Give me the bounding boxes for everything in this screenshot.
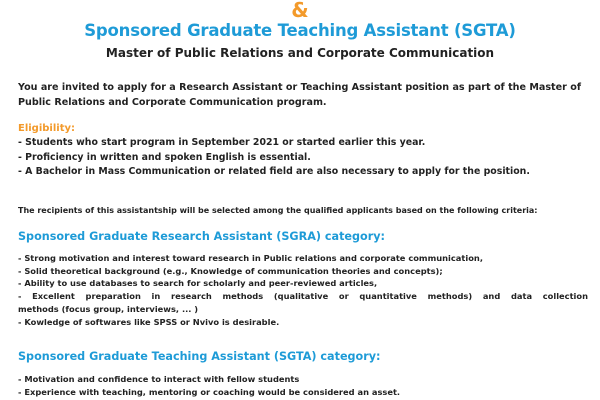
list-item: - A Bachelor in Mass Communication or related field are also necessary to apply for the position. [18,166,530,177]
eligibility-heading: Eligibility: [18,123,76,134]
list-item: - Strong motivation and interest toward research in Public relations and corporate communication, [18,253,483,263]
list-item: methods (focus group, interviews, ... ) [18,303,199,314]
program-title: Master of Public Relations and Corporate Communication [105,46,495,60]
list-item: - Excellent preparation in research methods (qualitative or quantitative methods) and data collection [18,291,588,302]
intro-paragraph: You are invited to apply for a Research Assistant or Teaching Assistant position as part of the Master of Public Relations and Corporate Communication program. [18,82,581,108]
criteria-paragraph: The recipients of this assistantship will be selected among the qualified applicants based on the following criteria: [18,206,538,215]
list-item: - Solid theoretical background (e.g., Knowledge of communication theories and concepts); [18,265,443,276]
list-item: - Proficiency in written and spoken English is essential. [18,151,311,163]
sgta-heading: Sponsored Graduate Teaching Assistant (SGTA) category: [18,350,381,363]
list-item: - Motivation and confidence to interact with fellow students [18,374,300,384]
ampersand-heading: & [291,0,309,22]
list-item: - Ability to use databases to search for scholarly and peer-reviewed articles, [18,278,378,289]
sgta-title: Sponsored Graduate Teaching Assistant (SGTA) [84,21,516,40]
eligibility-list [18,136,588,180]
sgra-list [18,252,588,328]
list-item: - Students who start program in September 2021 or started earlier this year. [18,137,426,148]
list-item: - Kowledge of softwares like SPSS or Nvivo is desirable. [18,316,280,327]
sgta-list [18,373,588,398]
list-item: - Experience with teaching, mentoring or coaching would be considered an asset. [18,386,401,397]
sgra-heading: Sponsored Graduate Research Assistant (SGRA) category: [18,230,385,243]
